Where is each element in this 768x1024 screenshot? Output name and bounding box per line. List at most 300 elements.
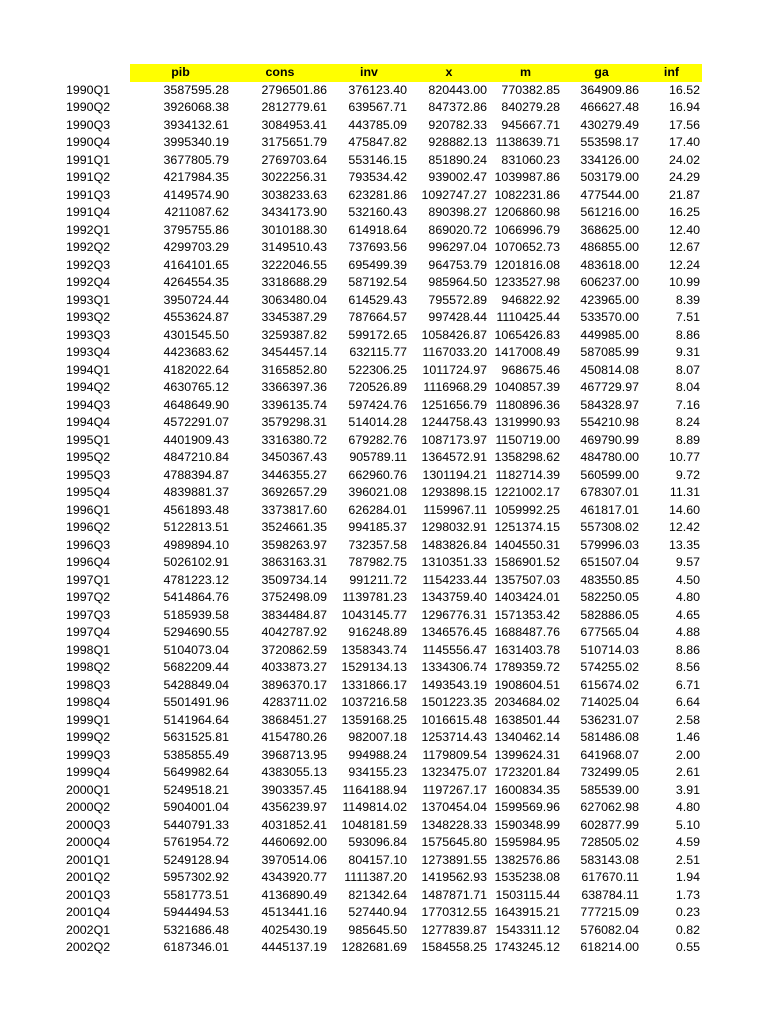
cell-cons[interactable]: 3038233.63 — [261, 187, 327, 202]
cell-cons[interactable]: 3149510.43 — [261, 240, 327, 254]
cell-m[interactable]: 1201816.08 — [494, 257, 560, 272]
cell-m[interactable]: 1404550.31 — [494, 537, 560, 552]
cell-pib[interactable]: 4217984.35 — [163, 170, 229, 184]
cell-inv[interactable]: 804157.10 — [348, 852, 407, 867]
cell-pib[interactable]: 5440791.33 — [163, 817, 229, 832]
cell-x[interactable]: 928882.13 — [428, 135, 487, 149]
cell-cons[interactable]: 3903357.45 — [261, 782, 327, 797]
cell-m[interactable]: 1180896.36 — [495, 397, 560, 412]
cell-inf[interactable]: 7.51 — [675, 310, 700, 324]
cell-inv[interactable]: 1043145.77 — [341, 607, 407, 622]
cell-inv[interactable]: 1164188.94 — [342, 782, 407, 797]
cell-ga[interactable]: 587085.99 — [580, 345, 639, 359]
period-cell[interactable]: 1993Q4 — [66, 345, 111, 359]
cell-x[interactable]: 1323475.07 — [421, 765, 487, 779]
cell-ga[interactable]: 618214.00 — [580, 940, 639, 954]
cell-m[interactable]: 1340462.14 — [494, 730, 560, 744]
cell-ga[interactable]: 477544.00 — [580, 187, 639, 202]
cell-inf[interactable]: 9.57 — [675, 555, 700, 569]
cell-inf[interactable]: 24.02 — [668, 152, 700, 167]
cell-cons[interactable]: 3454457.14 — [261, 345, 327, 359]
cell-inv[interactable]: 532160.43 — [348, 205, 407, 219]
cell-pib[interactable]: 4561893.48 — [163, 502, 229, 517]
cell-inf[interactable]: 17.40 — [668, 135, 700, 149]
period-cell[interactable]: 2000Q1 — [66, 782, 111, 797]
cell-inf[interactable]: 0.23 — [675, 905, 700, 919]
cell-inf[interactable]: 4.59 — [675, 835, 700, 849]
cell-cons[interactable]: 3450367.43 — [261, 450, 327, 464]
cell-inv[interactable]: 597424.76 — [348, 397, 407, 412]
cell-cons[interactable]: 4343920.77 — [261, 870, 327, 884]
cell-x[interactable]: 1092747.27 — [421, 187, 487, 202]
cell-inv[interactable]: 593096.84 — [348, 835, 407, 849]
cell-m[interactable]: 1066996.79 — [494, 222, 560, 237]
cell-m[interactable]: 1110425.44 — [496, 310, 560, 324]
cell-x[interactable]: 1179809.54 — [422, 747, 487, 762]
period-cell[interactable]: 1995Q4 — [66, 485, 111, 499]
cell-inv[interactable]: 1139781.23 — [342, 590, 407, 604]
cell-inf[interactable]: 3.91 — [675, 782, 700, 797]
cell-cons[interactable]: 3175651.79 — [261, 135, 327, 149]
cell-x[interactable]: 1273891.55 — [421, 852, 487, 867]
cell-cons[interactable]: 3063480.04 — [261, 292, 327, 307]
cell-ga[interactable]: 606237.00 — [580, 275, 639, 289]
cell-x[interactable]: 1348228.33 — [421, 817, 487, 832]
cell-x[interactable]: 985964.50 — [428, 275, 487, 289]
cell-m[interactable]: 1600834.35 — [494, 782, 560, 797]
cell-cons[interactable]: 3165852.80 — [261, 362, 327, 377]
period-cell[interactable]: 1997Q1 — [66, 572, 111, 587]
cell-inv[interactable]: 991211.72 — [349, 572, 407, 587]
cell-ga[interactable]: 581486.08 — [580, 730, 639, 744]
cell-x[interactable]: 1244758.43 — [421, 415, 487, 429]
cell-cons[interactable]: 4033873.27 — [261, 660, 327, 674]
cell-m[interactable]: 1403424.01 — [494, 590, 560, 604]
cell-inv[interactable]: 623281.86 — [348, 187, 407, 202]
cell-cons[interactable]: 3366397.36 — [261, 380, 327, 394]
period-cell[interactable]: 1998Q2 — [66, 660, 111, 674]
cell-cons[interactable]: 4025430.19 — [261, 922, 327, 937]
cell-m[interactable]: 1417008.49 — [494, 345, 560, 359]
cell-cons[interactable]: 3022256.31 — [261, 170, 327, 184]
cell-x[interactable]: 1493543.19 — [421, 677, 487, 692]
cell-inf[interactable]: 6.64 — [675, 695, 700, 709]
cell-x[interactable]: 1310351.33 — [421, 555, 487, 569]
cell-inv[interactable]: 934155.23 — [348, 765, 407, 779]
cell-x[interactable]: 1301194.21 — [422, 467, 487, 482]
cell-inv[interactable]: 1048181.59 — [341, 817, 407, 832]
cell-cons[interactable]: 4445137.19 — [261, 940, 327, 954]
cell-ga[interactable]: 574255.02 — [580, 660, 639, 674]
cell-m[interactable]: 1638501.44 — [494, 712, 560, 727]
cell-inf[interactable]: 1.94 — [675, 870, 700, 884]
cell-pib[interactable]: 4781223.12 — [163, 572, 229, 587]
cell-cons[interactable]: 4513441.16 — [261, 905, 327, 919]
cell-inv[interactable]: 720526.89 — [348, 380, 407, 394]
cell-ga[interactable]: 678307.01 — [580, 485, 639, 499]
cell-pib[interactable]: 3934132.61 — [163, 117, 229, 132]
cell-inv[interactable]: 916248.89 — [348, 625, 407, 639]
cell-inf[interactable]: 2.61 — [675, 765, 700, 779]
cell-pib[interactable]: 3587595.28 — [163, 82, 229, 97]
cell-inf[interactable]: 8.39 — [675, 292, 700, 307]
cell-cons[interactable]: 3896370.17 — [261, 677, 327, 692]
period-cell[interactable]: 1998Q1 — [66, 642, 111, 657]
cell-ga[interactable]: 466627.48 — [580, 100, 639, 114]
cell-x[interactable]: 1575645.80 — [421, 835, 487, 849]
cell-m[interactable]: 1595984.95 — [494, 835, 560, 849]
cell-pib[interactable]: 5631525.81 — [163, 730, 229, 744]
cell-inf[interactable]: 8.89 — [675, 432, 700, 447]
cell-inf[interactable]: 12.24 — [668, 257, 700, 272]
cell-x[interactable]: 851890.24 — [428, 152, 487, 167]
cell-ga[interactable]: 469790.99 — [580, 432, 639, 447]
period-cell[interactable]: 1992Q3 — [66, 257, 111, 272]
cell-inv[interactable]: 1149814.02 — [342, 800, 407, 814]
cell-inf[interactable]: 4.80 — [675, 800, 700, 814]
cell-ga[interactable]: 617670.11 — [581, 870, 639, 884]
cell-x[interactable]: 1011724.97 — [422, 362, 487, 377]
cell-inv[interactable]: 614918.64 — [348, 222, 407, 237]
cell-ga[interactable]: 423965.00 — [580, 292, 639, 307]
cell-pib[interactable]: 4648649.90 — [163, 397, 229, 412]
cell-cons[interactable]: 3834484.87 — [261, 607, 327, 622]
cell-pib[interactable]: 4630765.12 — [163, 380, 229, 394]
cell-inf[interactable]: 14.60 — [668, 502, 700, 517]
cell-inv[interactable]: 737693.56 — [348, 240, 407, 254]
cell-x[interactable]: 847372.86 — [428, 100, 487, 114]
cell-ga[interactable]: 638784.11 — [581, 887, 639, 902]
cell-ga[interactable]: 503179.00 — [580, 170, 639, 184]
cell-m[interactable]: 831060.23 — [501, 152, 560, 167]
period-cell[interactable]: 1997Q3 — [66, 607, 111, 622]
cell-inf[interactable]: 2.58 — [675, 712, 700, 727]
cell-cons[interactable]: 3316380.72 — [261, 432, 327, 447]
cell-cons[interactable]: 3222046.55 — [261, 257, 327, 272]
cell-ga[interactable]: 450814.08 — [580, 362, 639, 377]
cell-pib[interactable]: 3926068.38 — [163, 100, 229, 114]
period-cell[interactable]: 1992Q2 — [66, 240, 111, 254]
period-cell[interactable]: 1995Q2 — [66, 450, 111, 464]
cell-m[interactable]: 840279.28 — [501, 100, 560, 114]
period-cell[interactable]: 1999Q1 — [66, 712, 111, 727]
cell-pib[interactable]: 5904001.04 — [163, 800, 229, 814]
period-cell[interactable]: 2001Q2 — [66, 870, 111, 884]
cell-x[interactable]: 1087173.97 — [421, 432, 487, 447]
cell-cons[interactable]: 2812779.61 — [261, 100, 327, 114]
cell-inf[interactable]: 6.71 — [675, 677, 700, 692]
cell-pib[interactable]: 5249518.21 — [163, 782, 229, 797]
period-cell[interactable]: 1991Q4 — [66, 205, 111, 219]
period-cell[interactable]: 2001Q4 — [66, 905, 111, 919]
cell-x[interactable]: 1419562.93 — [421, 870, 487, 884]
header-cell-ga[interactable]: ga — [562, 64, 641, 82]
period-cell[interactable]: 1993Q3 — [66, 327, 111, 342]
cell-m[interactable]: 1571353.42 — [494, 607, 560, 622]
cell-pib[interactable]: 4182022.64 — [163, 362, 229, 377]
cell-inf[interactable]: 2.00 — [675, 747, 700, 762]
cell-x[interactable]: 1251656.79 — [421, 397, 487, 412]
cell-pib[interactable]: 5957302.92 — [163, 870, 229, 884]
cell-pib[interactable]: 3677805.79 — [163, 152, 229, 167]
cell-cons[interactable]: 4283711.02 — [262, 695, 327, 709]
header-cell-inf[interactable]: inf — [641, 64, 702, 82]
cell-ga[interactable]: 334126.00 — [580, 152, 639, 167]
cell-pib[interactable]: 5682209.44 — [163, 660, 229, 674]
cell-inf[interactable]: 9.31 — [675, 345, 700, 359]
cell-inf[interactable]: 5.10 — [675, 817, 700, 832]
cell-x[interactable]: 1770312.55 — [421, 905, 487, 919]
cell-inv[interactable]: 1529134.13 — [341, 660, 407, 674]
period-cell[interactable]: 1990Q2 — [66, 100, 111, 114]
cell-x[interactable]: 1346576.45 — [421, 625, 487, 639]
period-cell[interactable]: 1994Q1 — [66, 362, 111, 377]
header-cell-cons[interactable]: cons — [231, 64, 329, 82]
cell-x[interactable]: 1501223.35 — [421, 695, 487, 709]
period-cell[interactable]: 2001Q3 — [66, 887, 111, 902]
cell-ga[interactable]: 582886.05 — [580, 607, 639, 622]
cell-ga[interactable]: 461817.01 — [580, 502, 639, 517]
cell-inf[interactable]: 4.65 — [675, 607, 700, 622]
cell-cons[interactable]: 3446355.27 — [261, 467, 327, 482]
cell-m[interactable]: 1040857.39 — [494, 380, 560, 394]
cell-inv[interactable]: 614529.43 — [348, 292, 407, 307]
cell-inv[interactable]: 994988.24 — [348, 747, 407, 762]
cell-inf[interactable]: 8.86 — [675, 327, 700, 342]
cell-ga[interactable]: 583143.08 — [580, 852, 639, 867]
cell-cons[interactable]: 3970514.06 — [261, 852, 327, 867]
cell-x[interactable]: 1334306.74 — [421, 660, 487, 674]
cell-pib[interactable]: 3950724.44 — [163, 292, 229, 307]
cell-m[interactable]: 1590348.99 — [494, 817, 560, 832]
cell-m[interactable]: 1319990.93 — [494, 415, 560, 429]
cell-inf[interactable]: 16.52 — [668, 82, 700, 97]
cell-inv[interactable]: 522306.25 — [348, 362, 407, 377]
cell-ga[interactable]: 641968.07 — [580, 747, 639, 762]
cell-x[interactable]: 1145556.47 — [422, 642, 487, 657]
cell-x[interactable]: 1277839.87 — [421, 922, 487, 937]
cell-ga[interactable]: 536231.07 — [580, 712, 639, 727]
period-cell[interactable]: 1991Q1 — [66, 152, 111, 167]
cell-inv[interactable]: 793534.42 — [348, 170, 407, 184]
cell-cons[interactable]: 3752498.09 — [261, 590, 327, 604]
cell-m[interactable]: 1070652.73 — [494, 240, 560, 254]
cell-m[interactable]: 1723201.84 — [494, 765, 560, 779]
cell-inv[interactable]: 787664.57 — [348, 310, 407, 324]
period-cell[interactable]: 1990Q4 — [66, 135, 111, 149]
cell-ga[interactable]: 364909.86 — [580, 82, 639, 97]
cell-m[interactable]: 1138639.71 — [495, 135, 560, 149]
cell-x[interactable]: 1154233.44 — [422, 572, 487, 587]
cell-cons[interactable]: 3084953.41 — [261, 117, 327, 132]
cell-inv[interactable]: 376123.40 — [348, 82, 407, 97]
period-cell[interactable]: 1993Q1 — [66, 292, 111, 307]
cell-m[interactable]: 1535238.08 — [494, 870, 560, 884]
cell-m[interactable]: 1082231.86 — [494, 187, 560, 202]
cell-pib[interactable]: 5501491.96 — [163, 695, 229, 709]
cell-m[interactable]: 1039987.86 — [494, 170, 560, 184]
cell-x[interactable]: 1584558.25 — [421, 940, 487, 954]
cell-m[interactable]: 1503115.44 — [495, 887, 560, 902]
period-cell[interactable]: 1994Q3 — [66, 397, 111, 412]
cell-m[interactable]: 946822.92 — [501, 292, 560, 307]
cell-x[interactable]: 939002.47 — [428, 170, 487, 184]
cell-m[interactable]: 1059992.25 — [494, 502, 560, 517]
period-cell[interactable]: 1990Q3 — [66, 117, 111, 132]
cell-m[interactable]: 945667.71 — [501, 117, 560, 132]
period-cell[interactable]: 1996Q3 — [66, 537, 111, 552]
period-cell[interactable]: 1997Q4 — [66, 625, 111, 639]
cell-inv[interactable]: 396021.08 — [348, 485, 407, 499]
cell-inv[interactable]: 475847.82 — [348, 135, 407, 149]
cell-pib[interactable]: 5104073.04 — [163, 642, 229, 657]
cell-pib[interactable]: 4211087.62 — [164, 205, 229, 219]
cell-pib[interactable]: 5141964.64 — [163, 712, 229, 727]
cell-x[interactable]: 1167033.20 — [422, 345, 487, 359]
cell-inf[interactable]: 4.50 — [675, 572, 700, 587]
cell-inf[interactable]: 8.56 — [675, 660, 700, 674]
header-cell-x[interactable]: x — [409, 64, 489, 82]
cell-m[interactable]: 1233527.98 — [494, 275, 560, 289]
period-cell[interactable]: 1991Q3 — [66, 187, 111, 202]
cell-cons[interactable]: 3868451.27 — [261, 712, 327, 727]
cell-ga[interactable]: 554210.98 — [580, 415, 639, 429]
cell-inf[interactable]: 16.25 — [668, 205, 700, 219]
cell-cons[interactable]: 3434173.90 — [261, 205, 327, 219]
period-cell[interactable]: 1992Q1 — [66, 222, 111, 237]
cell-cons[interactable]: 3318688.29 — [261, 275, 327, 289]
cell-inf[interactable]: 24.29 — [668, 170, 700, 184]
period-cell[interactable]: 1998Q3 — [66, 677, 111, 692]
cell-inv[interactable]: 732357.58 — [348, 537, 407, 552]
period-cell[interactable]: 1999Q4 — [66, 765, 111, 779]
header-cell-inv[interactable]: inv — [329, 64, 409, 82]
cell-cons[interactable]: 4154780.26 — [261, 730, 327, 744]
cell-ga[interactable]: 467729.97 — [580, 380, 639, 394]
period-cell[interactable]: 1995Q1 — [66, 432, 111, 447]
cell-inv[interactable]: 587192.54 — [348, 275, 407, 289]
cell-x[interactable]: 1487871.71 — [421, 887, 487, 902]
cell-inf[interactable]: 8.86 — [675, 642, 700, 657]
cell-pib[interactable]: 4164101.65 — [163, 257, 229, 272]
cell-inv[interactable]: 662960.76 — [348, 467, 407, 482]
cell-inv[interactable]: 985645.50 — [348, 922, 407, 937]
cell-ga[interactable]: 486855.00 — [580, 240, 639, 254]
cell-cons[interactable]: 4460692.00 — [261, 835, 327, 849]
cell-m[interactable]: 1206860.98 — [494, 205, 560, 219]
cell-inf[interactable]: 4.80 — [675, 590, 700, 604]
cell-pib[interactable]: 4788394.87 — [163, 467, 229, 482]
cell-cons[interactable]: 3720862.59 — [261, 642, 327, 657]
cell-x[interactable]: 1343759.40 — [421, 590, 487, 604]
cell-inf[interactable]: 1.73 — [675, 887, 700, 902]
cell-cons[interactable]: 3863163.31 — [261, 555, 327, 569]
cell-inv[interactable]: 905789.11 — [349, 450, 407, 464]
cell-inf[interactable]: 17.56 — [668, 117, 700, 132]
cell-inv[interactable]: 626284.01 — [348, 502, 407, 517]
cell-inv[interactable]: 787982.75 — [348, 555, 407, 569]
cell-pib[interactable]: 4299703.29 — [163, 240, 229, 254]
cell-pib[interactable]: 4989894.10 — [163, 537, 229, 552]
cell-ga[interactable]: 483550.85 — [580, 572, 639, 587]
cell-m[interactable]: 1399624.31 — [494, 747, 560, 762]
cell-x[interactable]: 996297.04 — [428, 240, 487, 254]
cell-m[interactable]: 1382576.86 — [494, 852, 560, 867]
cell-ga[interactable]: 728505.02 — [580, 835, 639, 849]
cell-m[interactable]: 1586901.52 — [494, 555, 560, 569]
cell-ga[interactable]: 584328.97 — [580, 397, 639, 412]
period-cell[interactable]: 1998Q4 — [66, 695, 111, 709]
cell-inv[interactable]: 1111387.20 — [344, 870, 407, 884]
cell-x[interactable]: 820443.00 — [428, 82, 487, 97]
cell-ga[interactable]: 557308.02 — [580, 520, 639, 534]
cell-inf[interactable]: 0.82 — [675, 922, 700, 937]
period-cell[interactable]: 1991Q2 — [66, 170, 111, 184]
cell-cons[interactable]: 3373817.60 — [261, 502, 327, 517]
cell-inf[interactable]: 1.46 — [675, 730, 700, 744]
cell-pib[interactable]: 4553624.87 — [163, 310, 229, 324]
cell-pib[interactable]: 4301545.50 — [163, 327, 229, 342]
cell-inv[interactable]: 599172.65 — [348, 327, 407, 342]
cell-cons[interactable]: 3345387.29 — [261, 310, 327, 324]
cell-ga[interactable]: 560599.00 — [580, 467, 639, 482]
cell-ga[interactable]: 777215.09 — [580, 905, 639, 919]
cell-inf[interactable]: 9.72 — [675, 467, 700, 482]
cell-x[interactable]: 1016615.48 — [421, 712, 487, 727]
cell-cons[interactable]: 4136890.49 — [261, 887, 327, 902]
cell-inf[interactable]: 2.51 — [675, 852, 700, 867]
cell-pib[interactable]: 5414864.76 — [163, 590, 229, 604]
period-cell[interactable]: 1999Q2 — [66, 730, 111, 744]
cell-pib[interactable]: 3995340.19 — [163, 135, 229, 149]
cell-inf[interactable]: 7.16 — [675, 397, 700, 412]
period-cell[interactable]: 2002Q2 — [66, 940, 111, 954]
period-cell[interactable]: 1997Q2 — [66, 590, 111, 604]
cell-x[interactable]: 1116968.29 — [423, 380, 487, 394]
cell-m[interactable]: 1065426.83 — [494, 327, 560, 342]
cell-pib[interactable]: 5294690.55 — [163, 625, 229, 639]
period-cell[interactable]: 1996Q2 — [66, 520, 111, 534]
cell-inv[interactable]: 679282.76 — [348, 432, 407, 447]
cell-inf[interactable]: 12.40 — [668, 222, 700, 237]
cell-ga[interactable]: 602877.99 — [580, 817, 639, 832]
cell-ga[interactable]: 627062.98 — [580, 800, 639, 814]
period-cell[interactable]: 1996Q4 — [66, 555, 111, 569]
cell-pib[interactable]: 4149574.90 — [163, 187, 229, 202]
cell-pib[interactable]: 5581773.51 — [163, 887, 229, 902]
cell-x[interactable]: 1298032.91 — [421, 520, 487, 534]
cell-pib[interactable]: 5649982.64 — [163, 765, 229, 779]
cell-ga[interactable]: 510714.03 — [580, 642, 639, 657]
cell-cons[interactable]: 3509734.14 — [261, 572, 327, 587]
cell-inv[interactable]: 982007.18 — [348, 730, 407, 744]
cell-inv[interactable]: 1282681.69 — [341, 940, 407, 954]
cell-ga[interactable]: 561216.00 — [580, 205, 639, 219]
cell-cons[interactable]: 3524661.35 — [261, 520, 327, 534]
cell-x[interactable]: 1293898.15 — [421, 485, 487, 499]
cell-inf[interactable]: 13.35 — [668, 537, 700, 552]
header-cell-period[interactable] — [60, 64, 130, 82]
cell-pib[interactable]: 4839881.37 — [163, 485, 229, 499]
cell-inv[interactable]: 632115.77 — [349, 345, 407, 359]
cell-ga[interactable]: 714025.04 — [580, 695, 639, 709]
cell-inv[interactable]: 527440.94 — [348, 905, 407, 919]
cell-ga[interactable]: 582250.05 — [580, 590, 639, 604]
header-cell-m[interactable]: m — [489, 64, 562, 82]
cell-m[interactable]: 1789359.72 — [494, 660, 560, 674]
cell-ga[interactable]: 483618.00 — [580, 257, 639, 272]
cell-cons[interactable]: 3598263.97 — [261, 537, 327, 552]
